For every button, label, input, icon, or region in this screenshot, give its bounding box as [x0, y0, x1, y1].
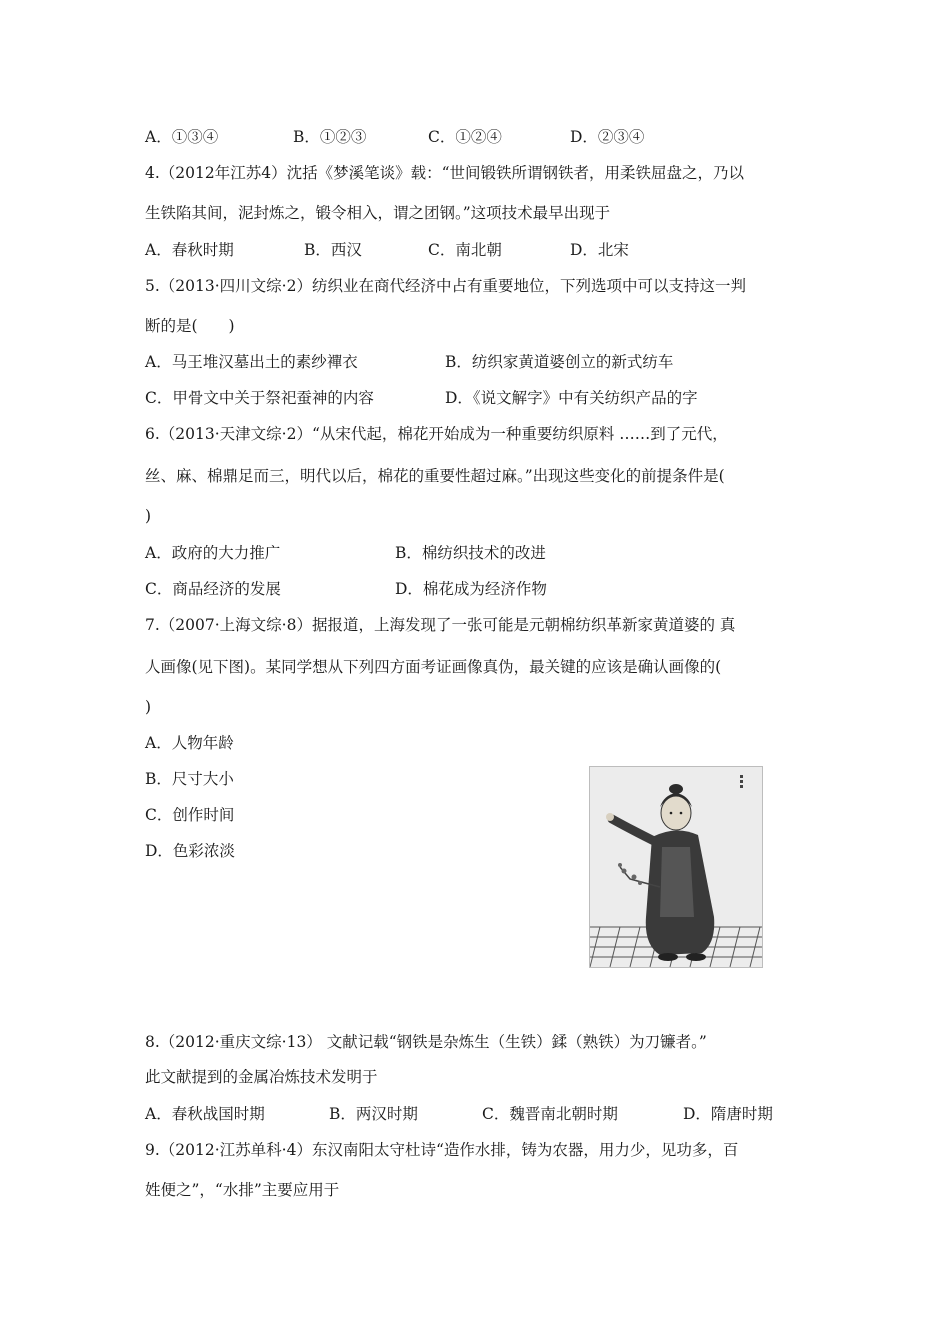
q5-stem-line1: 5.（2013·四川文综·2）纺织业在商代经济中占有重要地位，下列选项中可以支持这一判 [145, 277, 746, 295]
q4-stem-line1: 4.（2012年江苏4）沈括《梦溪笔谈》载：“世间锻铁所谓钢铁者，用柔铁屈盘之，乃以 [145, 164, 745, 182]
q8-option-d: D．隋唐时期 [683, 1105, 773, 1123]
q7-stem-line3: ) [145, 698, 152, 716]
q4-stem-line2: 生铁陷其间，泥封炼之，锻令相入，谓之团钢。”这项技术最早出现于 [145, 204, 611, 222]
q9-stem-line2: 姓便之”，“水排”主要应用于 [145, 1181, 340, 1199]
q4-option-a: A．春秋时期 [145, 241, 234, 259]
q5-option-b: B．纺织家黄道婆创立的新式纺车 [445, 353, 674, 371]
q6-option-c: C．商品经济的发展 [145, 580, 281, 598]
q3-option-c: C．①②④ [428, 128, 502, 146]
q6-option-a: A．政府的大力推广 [145, 544, 281, 562]
q4-option-d: D．北宋 [570, 241, 629, 259]
huang-daopo-portrait [589, 766, 763, 968]
q8-stem-line2: 此文献提到的金属冶炼技术发明于 [145, 1068, 378, 1086]
q8-stem-line1: 8.（2012·重庆文综·13） 文献记载“钢铁是杂炼生（生铁）鍒（熟铁）为刀镰者。” [145, 1033, 707, 1051]
q7-option-b: B．尺寸大小 [145, 770, 234, 788]
q3-option-b: B．①②③ [293, 128, 367, 146]
q7-stem-line1: 7.（2007·上海文综·8）据报道，上海发现了一张可能是元朝棉纺织革新家黄道婆的 真 [145, 616, 736, 634]
portrait-inscription [740, 775, 743, 788]
q7-option-a: A．人物年龄 [145, 734, 234, 752]
q5-option-a: A．马王堆汉墓出土的素纱襌衣 [145, 353, 358, 371]
q8-option-b: B．两汉时期 [329, 1105, 418, 1123]
q8-option-a: A．春秋战国时期 [145, 1105, 265, 1123]
q4-option-b: B．西汉 [304, 241, 362, 259]
q6-option-d: D．棉花成为经济作物 [395, 580, 547, 598]
q3-option-d: D．②③④ [570, 128, 645, 146]
q7-option-d: D．色彩浓淡 [145, 842, 235, 860]
q6-stem-line3: ) [145, 507, 152, 525]
q7-stem-line2: 人画像(见下图)。某同学想从下列四方面考证画像真伪，最关键的应该是确认画像的( [145, 658, 722, 676]
q4-option-c: C．南北朝 [428, 241, 502, 259]
q6-stem-line2: 丝、麻、棉鼎足而三，明代以后，棉花的重要性超过麻。”出现这些变化的前提条件是( [145, 467, 725, 485]
q6-stem-line1: 6.（2013·天津文综·2）“从宋代起，棉花开始成为一种重要纺织原料 ……到了元代， [145, 425, 728, 443]
q9-stem-line1: 9.（2012·江苏单科·4）东汉南阳太守杜诗“造作水排，铸为农器，用力少，见功多，百 [145, 1141, 739, 1159]
q5-stem-line2: 断的是( ) [145, 317, 235, 335]
q8-option-c: C．魏晋南北朝时期 [482, 1105, 618, 1123]
q6-option-b: B．棉纺织技术的改进 [395, 544, 546, 562]
q5-option-d: D．《说文解字》中有关纺织产品的字 [445, 389, 698, 407]
q3-option-a: A．①③④ [145, 128, 219, 146]
q7-option-c: C．创作时间 [145, 806, 235, 824]
q5-option-c: C．甲骨文中关于祭祀蚕神的内容 [145, 389, 374, 407]
